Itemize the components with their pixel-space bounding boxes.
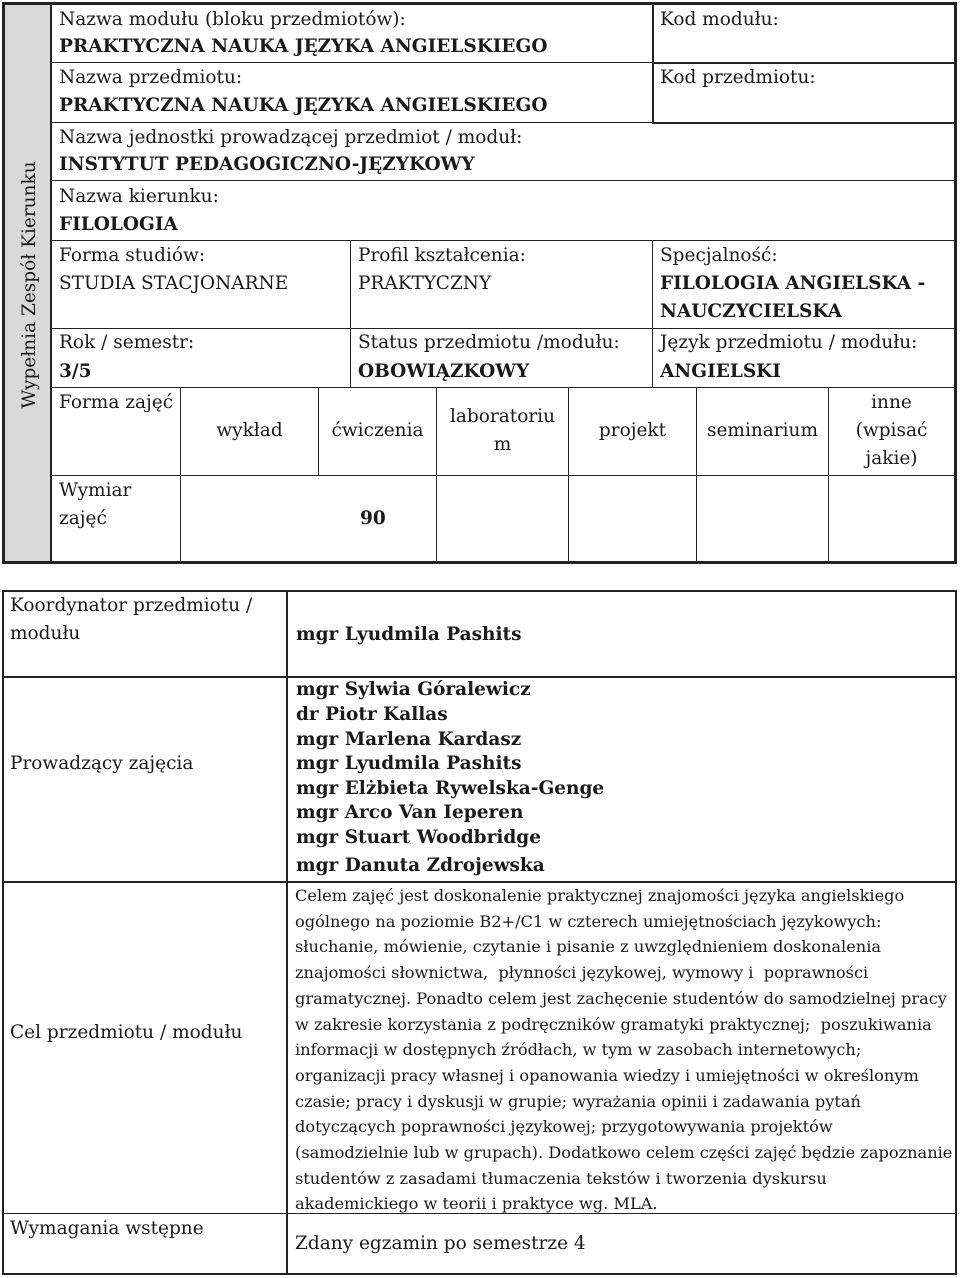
cel-text bbox=[295, 883, 953, 1217]
divider bbox=[51, 240, 955, 241]
divider bbox=[350, 240, 351, 388]
divider bbox=[652, 122, 956, 124]
jezyk-value: ANGIELSKI bbox=[660, 361, 781, 382]
forma-studiow-label: Forma studiów: bbox=[59, 245, 206, 266]
divider bbox=[286, 590, 288, 1275]
list-item: mgr Danuta Zdrojewska bbox=[296, 855, 545, 876]
border bbox=[954, 2, 957, 564]
cel-line: znajomości słownictwa, płynności językowej, wymowy i poprawności bbox=[295, 963, 869, 983]
profil-label: Profil kształcenia: bbox=[358, 245, 526, 266]
list-item: mgr Elżbieta Rywelska-Genge bbox=[296, 778, 605, 799]
cel-line: słuchanie, mówienie, czytanie i pisanie z uwzględnieniem doskonalenia bbox=[295, 937, 882, 957]
divider bbox=[51, 122, 653, 123]
divider bbox=[51, 475, 955, 476]
cel-line: Celem zajęć jest doskonalenie praktycznej znajomości języka angielskiego bbox=[295, 886, 905, 905]
cel-line: akademickiego w teorii i praktyce wg. MLA. bbox=[295, 1194, 658, 1214]
jednostka-value: INSTYTUT PEDAGOGICZNO-JĘZYKOWY bbox=[59, 154, 475, 175]
rok-value: 3/5 bbox=[59, 361, 92, 382]
kod-przedmiotu-label: Kod przedmiotu: bbox=[660, 67, 816, 88]
kierunek-value: FILOLOGIA bbox=[59, 214, 178, 235]
cel-line: dotyczących poprawności językowej; przygotowywania projektów bbox=[295, 1117, 833, 1137]
divider bbox=[51, 387, 955, 388]
wymagania-value: Zdany egzamin po semestrze 4 bbox=[295, 1233, 586, 1254]
koordynator-label: Koordynator przedmiotu / bbox=[10, 595, 253, 616]
cel-line: czasie; pracy i dyskusji w grupie; wyrażania opinii i zadawania pytań bbox=[295, 1091, 861, 1111]
przedmiot-value: PRAKTYCZNA NAUKA JĘZYKA ANGIELSKIEGO bbox=[59, 95, 548, 116]
zajecia-type-cwiczenia: ćwiczenia bbox=[331, 420, 424, 441]
status-value: OBOWIĄZKOWY bbox=[358, 361, 530, 382]
list-item: mgr Arco Van Ieperen bbox=[296, 802, 524, 823]
profil-value: PRAKTYCZNY bbox=[358, 273, 492, 294]
rok-label: Rok / semestr: bbox=[59, 332, 195, 353]
sidebar-label: Wypełnia Zespół Kierunku bbox=[19, 161, 40, 409]
list-item: mgr Sylwia Góralewicz bbox=[296, 679, 531, 700]
specjalnosc-label: Specjalność: bbox=[660, 245, 778, 266]
list-item: mgr Marlena Kardasz bbox=[296, 729, 522, 750]
modul-label: Nazwa modułu (bloku przedmiotów): bbox=[59, 9, 406, 30]
cel-line: ogólnego na poziomie B2+/C1 w czterech umiejętnościach językowych: bbox=[295, 911, 882, 931]
specjalnosc-value: FILOLOGIA ANGIELSKA - bbox=[660, 273, 926, 294]
specjalnosc-value-line2: NAUCZYCIELSKA bbox=[660, 301, 843, 322]
divider bbox=[51, 180, 955, 181]
cel-line: (samodzielnie lub w grupach). Dodatkowo celem części zajęć będzie zapoznanie bbox=[295, 1143, 953, 1163]
cel-line: informacji w dostępnych źródłach, w tym w zasobach internetowych; bbox=[295, 1040, 862, 1060]
zajecia-type-laboratorium: laboratoriu bbox=[449, 406, 556, 427]
cel-label: Cel przedmiotu / modułu bbox=[10, 1022, 243, 1043]
jezyk-label: Język przedmiotu / modułu: bbox=[660, 332, 918, 353]
divider bbox=[652, 240, 653, 388]
list-item: dr Piotr Kallas bbox=[296, 704, 448, 725]
cel-line: studentów z zasadami tłumaczenia tekstów i tworzenia dyskursu bbox=[295, 1168, 827, 1188]
zajecia-type-inne-line2: (wpisać bbox=[855, 420, 928, 441]
kod-modulu-label: Kod modułu: bbox=[660, 9, 779, 30]
forma-zajec-label: Forma zajęć bbox=[59, 392, 174, 413]
divider bbox=[50, 2, 52, 564]
przedmiot-label: Nazwa przedmiotu: bbox=[59, 67, 243, 88]
border bbox=[2, 561, 956, 564]
zajecia-type-projekt: projekt bbox=[598, 420, 667, 441]
jednostka-label: Nazwa jednostki prowadzącej przedmiot / moduł: bbox=[59, 127, 523, 148]
wymiar-label: Wymiar bbox=[59, 480, 132, 501]
zajecia-type-wyklad: wykład bbox=[216, 420, 283, 441]
wymagania-label: Wymagania wstępne bbox=[10, 1218, 204, 1239]
zajecia-type-laboratorium-line2: m bbox=[493, 434, 512, 455]
prowadzacy-label: Prowadzący zajęcia bbox=[10, 753, 194, 774]
koordynator-label-line2: modułu bbox=[10, 623, 81, 644]
koordynator-value: mgr Lyudmila Pashits bbox=[296, 624, 522, 645]
kierunek-label: Nazwa kierunku: bbox=[59, 186, 219, 207]
border bbox=[2, 1273, 957, 1275]
cel-line: w zakresie korzystania z podręczników gramatyki praktycznej; poszukiwania bbox=[295, 1014, 932, 1034]
divider bbox=[696, 387, 697, 563]
forma-studiow-value: STUDIA STACJONARNE bbox=[59, 273, 289, 294]
border bbox=[955, 590, 957, 1275]
list-item: mgr Stuart Woodbridge bbox=[296, 827, 542, 848]
modul-value: PRAKTYCZNA NAUKA JĘZYKA ANGIELSKIEGO bbox=[59, 36, 548, 57]
divider bbox=[180, 387, 181, 563]
sidebar-panel bbox=[3, 3, 51, 563]
border bbox=[2, 2, 5, 564]
wymiar-label-line2: zajęć bbox=[59, 508, 107, 529]
zajecia-type-inne-line3: jakie) bbox=[865, 448, 918, 469]
status-label: Status przedmiotu /modułu: bbox=[358, 332, 620, 353]
zajecia-type-seminarium: seminarium bbox=[706, 420, 819, 441]
divider bbox=[568, 387, 569, 563]
list-item: mgr Lyudmila Pashits bbox=[296, 753, 522, 774]
zajecia-type-inne: inne bbox=[871, 392, 912, 413]
cel-line: organizacji pracy własnej i opanowania wiedzy i umiejętności w określonym bbox=[295, 1065, 919, 1085]
cel-line: gramatycznej. Ponadto celem jest zachęcenie studentów do samodzielnej pracy bbox=[295, 988, 947, 1008]
wymiar-cwiczenia-value: 90 bbox=[360, 508, 386, 529]
divider bbox=[51, 62, 653, 63]
border bbox=[2, 590, 4, 1275]
border bbox=[2, 2, 956, 5]
